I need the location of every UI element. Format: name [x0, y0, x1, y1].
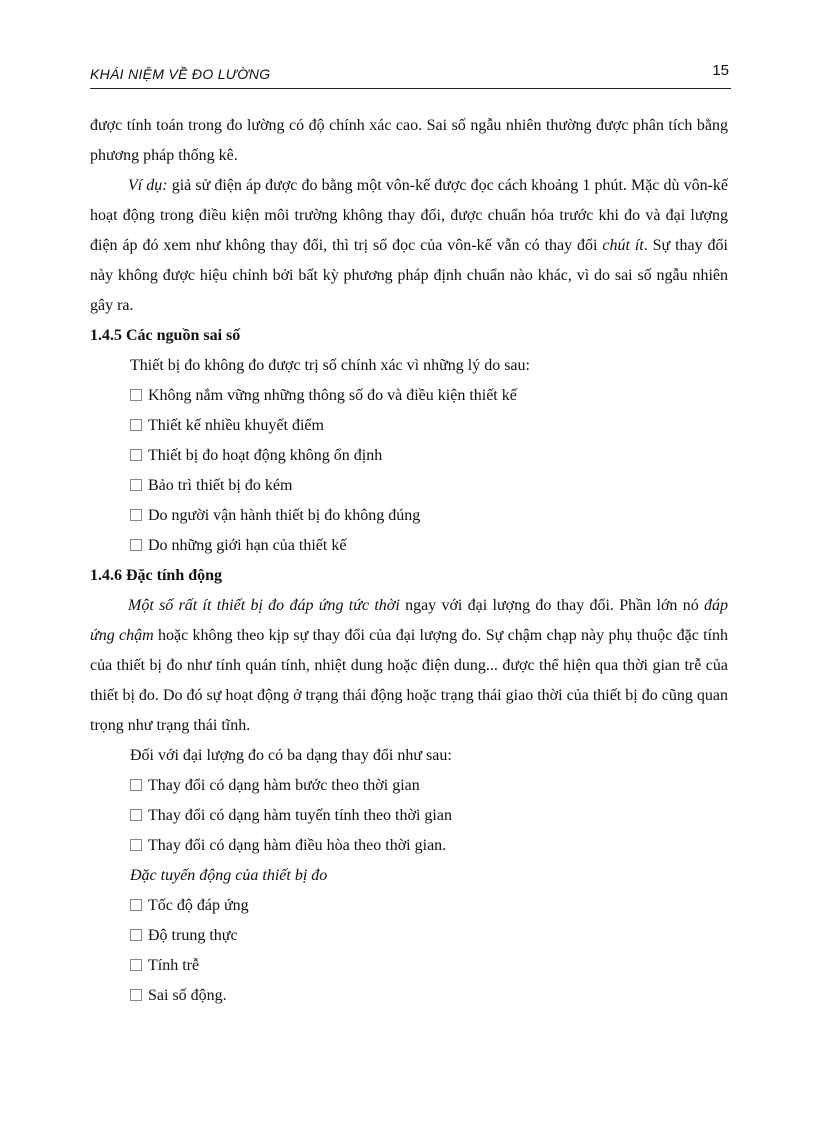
list-item-text: Thay đổi có dạng hàm bước theo thời gian [148, 777, 420, 794]
checkbox-bullet-icon [130, 449, 142, 461]
body-text: ngay với đại lượng đo thay đổi. Phần lớn nó [399, 597, 705, 614]
list-item [90, 801, 728, 831]
checkbox-bullet-icon [130, 899, 142, 911]
paragraph-continued: được tính toán trong đo lường có độ chính xác cao. Sai số ngẫu nhiên thường được phân tích bằng phương pháp thống kê. [90, 117, 728, 164]
list-item-text: Do những giới hạn của thiết kế [148, 537, 347, 554]
list-item-text: Tốc độ đáp ứng [148, 897, 249, 914]
checkbox-bullet-icon [130, 539, 142, 551]
list-item-text: Thiết kế nhiều khuyết điểm [148, 417, 324, 434]
list-item [90, 471, 728, 501]
emphasis-text: đáp ứng chậm [90, 597, 729, 644]
checkbox-bullet-icon [130, 839, 142, 851]
list-item-text: Tính trễ [148, 957, 200, 974]
page-body [90, 111, 728, 1011]
checkbox-bullet-icon [130, 479, 142, 491]
subheading-characteristics: Đặc tuyến động của thiết bị đo [130, 867, 328, 884]
checkbox-bullet-icon [130, 779, 142, 791]
list-item [90, 531, 728, 561]
page-number: 15 [712, 62, 729, 79]
list-item-text: Thay đổi có dạng hàm tuyến tính theo thời gian [148, 807, 452, 824]
body-text: hoặc không theo kịp sự thay đổi của đại lượng đo. Sự chậm chạp này phụ thuộc đặc tính của thiết bị đo như tính quán tính, nhiệt dung hoặc điện dung... được thể hiện qua thời gian trễ của thiết bị đo. Do đó sự hoạt động ở trạng thái động hoặc trạng thái giao thời của thiết bị đo cũng quan trọng như trạng thái tĩnh. [90, 627, 728, 734]
checkbox-bullet-icon [130, 809, 142, 821]
list-item [90, 951, 728, 981]
change-intro: Đối với đại lượng đo có ba dạng thay đổi như sau: [130, 747, 452, 764]
list-item-text: Không nắm vững những thông số đo và điều kiện thiết kế [148, 387, 517, 404]
section-intro: Thiết bị đo không đo được trị số chính xác vì những lý do sau: [130, 357, 530, 374]
checkbox-bullet-icon [130, 929, 142, 941]
list-item-text: Thay đổi có dạng hàm điều hòa theo thời gian. [148, 837, 447, 854]
section-heading-1-4-5: 1.4.5 Các nguồn sai số [90, 327, 241, 344]
example-text-1: giả sử điện áp được đo bằng một vôn-kế được đọc cách khoảng 1 phút. Mặc dù vôn-kế hoạt động trong điều kiện môi trường không thay đổi, được chuẩn hóa trước khi đo và đại lượng điện áp đó xem như không thay đổi, thì trị số đọc của vôn-kế vẫn có thay đổi [90, 177, 729, 254]
list-item [90, 981, 728, 1011]
list-item [90, 411, 728, 441]
list-item [90, 891, 728, 921]
list-item [90, 921, 728, 951]
checkbox-bullet-icon [130, 989, 142, 1001]
checkbox-bullet-icon [130, 419, 142, 431]
example-text-2: . Sự thay đổi này không được hiệu chỉnh bởi bất kỳ phương pháp định chuẩn nào khác, vì do sai số ngẫu nhiên gây ra. [90, 237, 729, 314]
section-heading-1-4-6: 1.4.6 Đặc tính động [90, 567, 223, 584]
checkbox-bullet-icon [130, 389, 142, 401]
emphasis-text: Một số rất ít thiết bị đo đáp ứng tức thời [128, 597, 400, 614]
list-item-text: Sai số động. [148, 987, 227, 1004]
list-item-text: Bảo trì thiết bị đo kém [148, 477, 293, 494]
list-item [90, 441, 728, 471]
list-item-text: Độ trung thực [148, 927, 238, 944]
example-label: Ví dụ: [128, 177, 168, 194]
list-item [90, 831, 728, 861]
list-item-text: Thiết bị đo hoạt động không ổn định [148, 447, 383, 464]
checkbox-bullet-icon [130, 509, 142, 521]
example-emphasis: chút ít [602, 237, 644, 254]
list-item [90, 771, 728, 801]
page-header [90, 62, 731, 89]
dynamic-paragraph [90, 591, 728, 741]
list-item [90, 381, 728, 411]
example-paragraph [90, 171, 728, 321]
checkbox-bullet-icon [130, 959, 142, 971]
list-item [90, 501, 728, 531]
running-title: KHÁI NIỆM VỀ ĐO LƯỜNG [90, 66, 271, 82]
list-item-text: Do người vận hành thiết bị đo không đúng [148, 507, 421, 524]
